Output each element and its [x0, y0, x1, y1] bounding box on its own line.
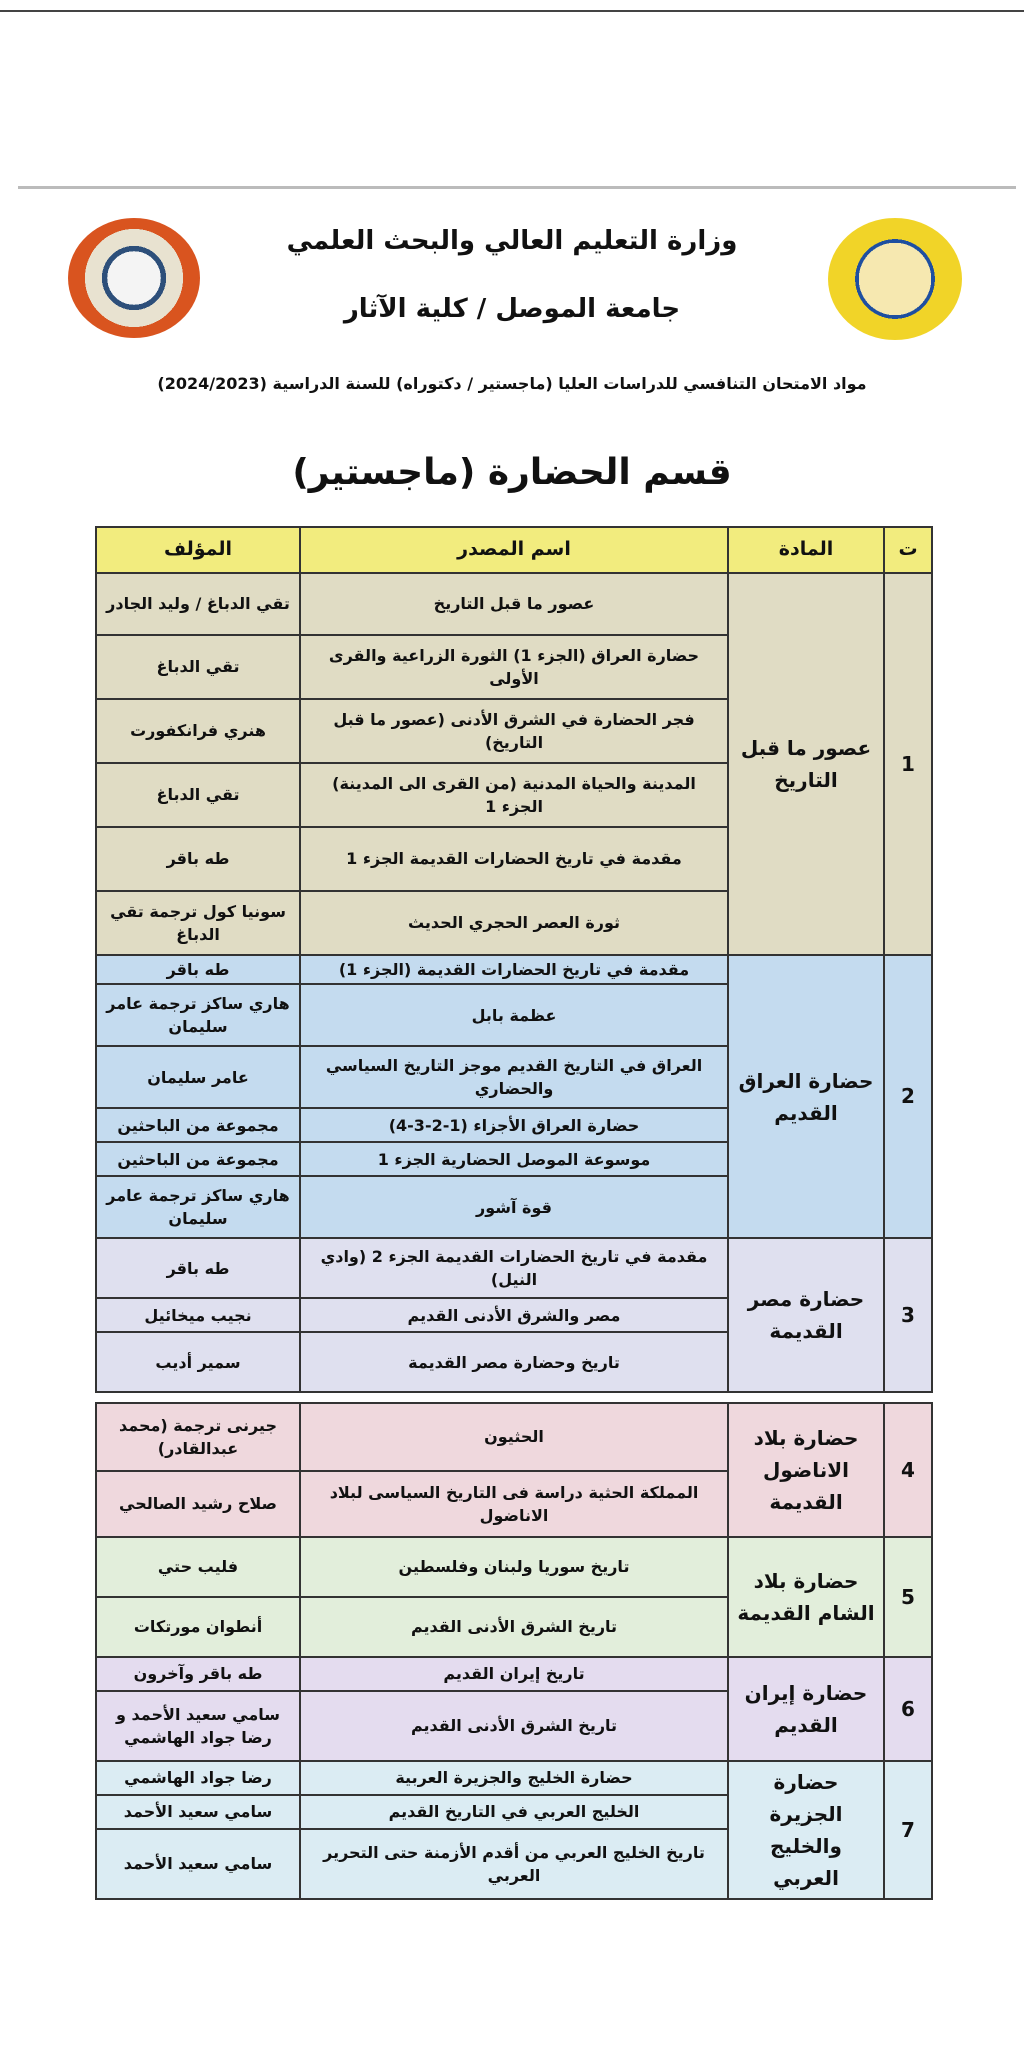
table-row — [96, 1657, 932, 1691]
source-cell: المدينة والحياة المدنية (من القرى الى المدينة) الجزء 1 — [300, 763, 728, 827]
table-row — [96, 1238, 932, 1298]
row-number: 4 — [884, 1403, 932, 1537]
source-cell: تاريخ الشرق الأدنى القديم — [300, 1597, 728, 1657]
col-header-source: اسم المصدر — [300, 527, 728, 573]
author-cell: سمير أديب — [96, 1332, 300, 1392]
source-cell: مصر والشرق الأدنى القديم — [300, 1298, 728, 1332]
author-cell: طه باقر — [96, 955, 300, 984]
source-cell: تاريخ سوريا ولبنان وفلسطين — [300, 1537, 728, 1597]
source-cell: عظمة بابل — [300, 984, 728, 1046]
source-cell: موسوعة الموصل الحضارية الجزء 1 — [300, 1142, 728, 1176]
source-cell: تاريخ الشرق الأدنى القديم — [300, 1691, 728, 1761]
department-title: قسم الحضارة (ماجستير) — [292, 452, 732, 493]
source-cell: تاريخ الخليج العربي من أقدم الأزمنة حتى التحرير العربي — [300, 1829, 728, 1899]
source-cell: تاريخ وحضارة مصر القديمة — [300, 1332, 728, 1392]
col-header-number: ت — [884, 527, 932, 573]
row-number: 1 — [884, 573, 932, 955]
author-cell: رضا جواد الهاشمي — [96, 1761, 300, 1795]
col-header-subject: المادة — [728, 527, 884, 573]
subject-cell: حضارة الجزيرة والخليج العربي — [728, 1761, 884, 1899]
source-cell: الخليج العربي في التاريخ القديم — [300, 1795, 728, 1829]
author-cell: أنطوان مورتكات — [96, 1597, 300, 1657]
university-title: جامعة الموصل / كلية الآثار — [343, 294, 681, 324]
row-number: 3 — [884, 1238, 932, 1392]
source-cell: المملكة الحثية دراسة فى التاريخ السياسى لبلاد الاناضول — [300, 1471, 728, 1537]
author-cell: هاري ساكز ترجمة عامر سليمان — [96, 984, 300, 1046]
author-cell: نجيب ميخائيل — [96, 1298, 300, 1332]
author-cell: مجموعة من الباحثين — [96, 1142, 300, 1176]
subject-cell: حضارة بلاد الشام القديمة — [728, 1537, 884, 1657]
author-cell: صلاح رشيد الصالحي — [96, 1471, 300, 1537]
author-cell: فليب حتي — [96, 1537, 300, 1597]
source-cell: ثورة العصر الحجري الحديث — [300, 891, 728, 955]
author-cell: تقي الدباغ / وليد الجادر — [96, 573, 300, 635]
subject-cell: عصور ما قبل التاريخ — [728, 573, 884, 955]
exam-subtitle: مواد الامتحان التنافسي للدراسات العليا (ماجستير / دكتوراه) للسنة الدراسية (2024/2023) — [157, 374, 867, 393]
subject-cell: حضارة بلاد الاناضول القديمة — [728, 1403, 884, 1537]
author-cell: عامر سليمان — [96, 1046, 300, 1108]
source-cell: فجر الحضارة في الشرق الأدنى (عصور ما قبل التاريخ) — [300, 699, 728, 763]
source-cell: حضارة العراق الأجزاء (1-2-3-4) — [300, 1108, 728, 1142]
row-number: 2 — [884, 955, 932, 1238]
author-cell: تقي الدباغ — [96, 635, 300, 699]
subject-cell: حضارة مصر القديمة — [728, 1238, 884, 1392]
author-cell: سونيا كول ترجمة تقي الدباغ — [96, 891, 300, 955]
table-row — [96, 573, 932, 635]
source-cell: عصور ما قبل التاريخ — [300, 573, 728, 635]
subject-cell: حضارة إيران القديم — [728, 1657, 884, 1761]
table-header-row — [96, 527, 932, 573]
source-cell: حضارة الخليج والجزيرة العربية — [300, 1761, 728, 1795]
subject-cell: حضارة العراق القديم — [728, 955, 884, 1238]
author-cell: طه باقر — [96, 1238, 300, 1298]
source-cell: الحثيون — [300, 1403, 728, 1471]
ministry-title: وزارة التعليم العالي والبحث العلمي — [286, 226, 738, 256]
col-header-author: المؤلف — [96, 527, 300, 573]
source-cell: العراق في التاريخ القديم موجز التاريخ السياسي والحضاري — [300, 1046, 728, 1108]
author-cell: سامي سعيد الأحمد و رضا جواد الهاشمي — [96, 1691, 300, 1761]
table-row — [96, 1761, 932, 1795]
author-cell: هاري ساكز ترجمة عامر سليمان — [96, 1176, 300, 1238]
author-cell: جيرنى ترجمة (محمد عبدالقادر) — [96, 1403, 300, 1471]
source-cell: قوة آشور — [300, 1176, 728, 1238]
row-number: 6 — [884, 1657, 932, 1761]
author-cell: سامي سعيد الأحمد — [96, 1829, 300, 1899]
author-cell: طه باقر وآخرون — [96, 1657, 300, 1691]
author-cell: هنري فرانكفورت — [96, 699, 300, 763]
header-divider — [18, 186, 1016, 189]
source-cell: مقدمة في تاريخ الحضارات القديمة (الجزء 1) — [300, 955, 728, 984]
table-row — [96, 1403, 932, 1471]
source-cell: تاريخ إيران القديم — [300, 1657, 728, 1691]
sources-table-continued — [95, 1402, 933, 1900]
author-cell: مجموعة من الباحثين — [96, 1108, 300, 1142]
source-cell: مقدمة في تاريخ الحضارات القديمة الجزء 1 — [300, 827, 728, 891]
sources-table — [95, 526, 933, 1393]
author-cell: سامي سعيد الأحمد — [96, 1795, 300, 1829]
source-cell: مقدمة في تاريخ الحضارات القديمة الجزء 2 (وادي النيل) — [300, 1238, 728, 1298]
author-cell: تقي الدباغ — [96, 763, 300, 827]
row-number: 5 — [884, 1537, 932, 1657]
row-number: 7 — [884, 1761, 932, 1899]
source-cell: حضارة العراق (الجزء 1) الثورة الزراعية والقرى الأولى — [300, 635, 728, 699]
table-row — [96, 955, 932, 984]
table-row — [96, 1537, 932, 1597]
author-cell: طه باقر — [96, 827, 300, 891]
top-divider — [0, 10, 1024, 12]
